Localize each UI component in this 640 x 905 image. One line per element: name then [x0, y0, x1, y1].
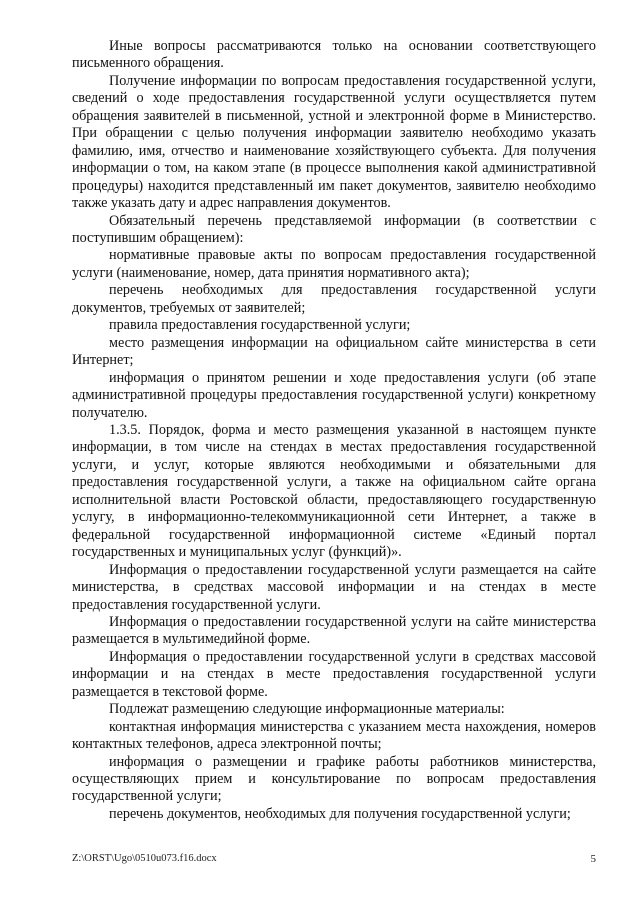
document-body	[72, 38, 596, 823]
list-item: место размещения информации на официальном сайте министерства в сети Интернет;	[72, 334, 596, 369]
paragraph: Обязательный перечень представляемой информации (в соответствии с поступившим обращением):	[72, 212, 596, 246]
paragraph: Иные вопросы рассматриваются только на основании соответствующего письменного обращения.	[72, 38, 596, 72]
list-item: контактная информация министерства с указанием места нахождения, номеров контактных телефонов, адреса электронной почты;	[72, 718, 596, 753]
paragraph: Получение информации по вопросам предоставления государственной услуги, сведений о ходе предоставления государственной услуги осуществляется путем обращения заявителей в письменной, устной и электронной форме в Министерство. При обращении с целью получения информации заявителю необходимо указать фамилию, имя, отчество и наименование хозяйствующего субъекта. Для получения информации о том, на каком этапе (в процессе выполнения какой административной процедуры) находится представленный им пакет документов, заявителю необходимо также указать дату и адрес направления документов.	[72, 72, 596, 212]
paragraph: Информация о предоставлении государственной услуги в средствах массовой информации и на стендах в месте предоставления государственной услуги размещается в текстовой форме.	[72, 648, 596, 700]
footer-file-path: Z:\ORST\Ugo\0510u073.f16.docx	[72, 853, 217, 864]
list-item: перечень документов, необходимых для получения государственной услуги;	[109, 805, 571, 822]
list-item: информация о размещении и графике работы работников министерства, осуществляющих прием и консультирование по вопросам предоставления государственной услуги;	[72, 753, 596, 805]
list-item: нормативные правовые акты по вопросам предоставления государственной услуги (наименование, номер, дата принятия нормативного акта);	[72, 247, 596, 281]
page-number: 5	[590, 853, 596, 865]
list-item: правила предоставления государственной услуги;	[109, 317, 411, 334]
list-item: информация о принятом решении и ходе предоставления услуги (об этапе административной процедуры предоставления государственной услуги) конкретному получателю.	[72, 369, 596, 421]
paragraph: 1.3.5. Порядок, форма и место размещения указанной в настоящем пункте информации, в том числе на стендах в местах предоставления государственной услуги, и услуг, которые являются необходимыми и обязательными для предоставления государственной услуги, а также на официальном сайте органа исполнительной власти Ростовской области, предоставляющего государственную услугу, в информационно-телекоммуникационной сети Интернет, а также в федеральной государственной информационной системе «Единый портал государственных и муниципальных услуг (функций)».	[72, 421, 596, 561]
paragraph: Подлежат размещению следующие информационные материалы:	[109, 701, 505, 718]
paragraph: Информация о предоставлении государственной услуги размещается на сайте министерства, в средствах массовой информации и на стендах в месте предоставления государственной услуги.	[72, 561, 596, 613]
list-item: перечень необходимых для предоставления государственной услуги документов, требуемых от заявителей;	[72, 282, 596, 316]
paragraph: Информация о предоставлении государственной услуги на сайте министерства размещается в мультимедийной форме.	[72, 613, 596, 648]
